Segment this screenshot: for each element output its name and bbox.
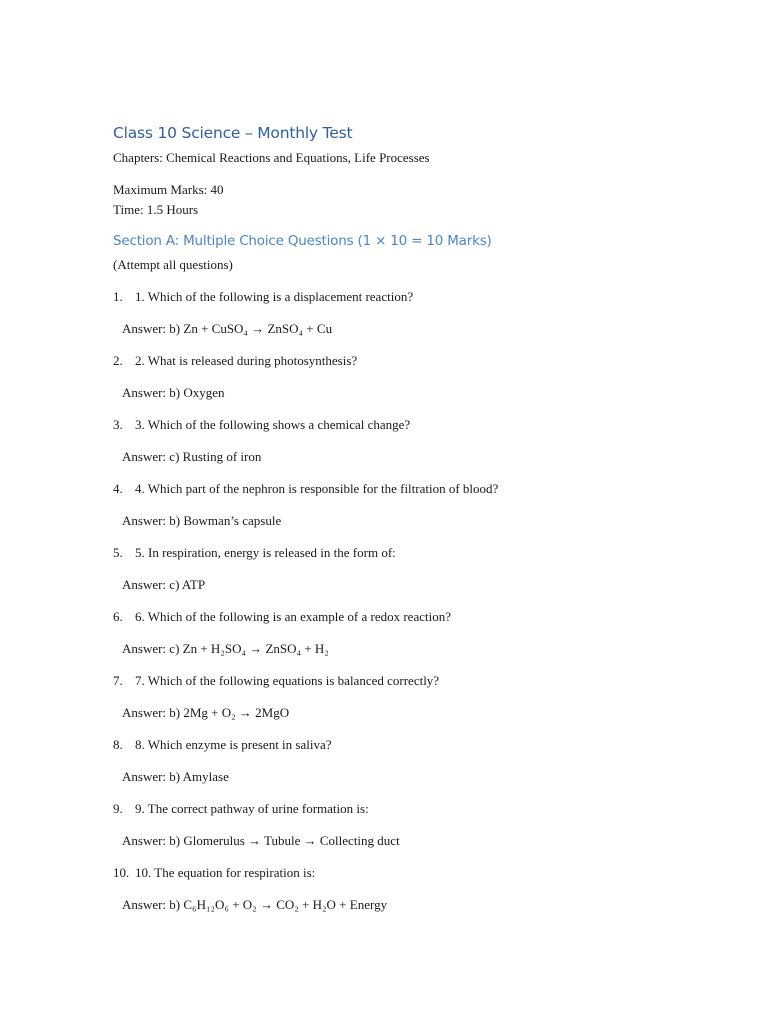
question-number: 6.	[113, 609, 123, 624]
question-item	[113, 353, 713, 413]
question-item	[113, 673, 713, 733]
question-text: 1. Which of the following is a displacement reaction?	[135, 289, 414, 304]
document-title: Class 10 Science – Monthly Test	[113, 124, 353, 142]
question-item	[113, 801, 713, 861]
question-number: 9.	[113, 801, 123, 816]
question-text-row	[113, 353, 357, 369]
question-text: 2. What is released during photosynthesis?	[135, 353, 358, 368]
section-a-heading: Section A: Multiple Choice Questions (1 × 10 = 10 Marks)	[113, 233, 492, 249]
question-number: 8.	[113, 737, 123, 752]
question-number: 1.	[113, 289, 123, 304]
question-text-row	[113, 801, 369, 817]
question-text: 3. Which of the following shows a chemical change?	[135, 417, 411, 432]
question-item	[113, 865, 713, 925]
max-marks-line: Maximum Marks: 40	[113, 182, 224, 197]
question-text: 10. The equation for respiration is:	[135, 865, 316, 880]
question-text: 8. Which enzyme is present in saliva?	[135, 737, 332, 752]
answer-text: Answer: c) ATP	[122, 577, 206, 592]
question-text-row	[113, 865, 315, 881]
question-item	[113, 545, 713, 605]
answer-text: Answer: b) Zn + CuSO₄ → ZnSO₄ + Cu	[122, 321, 333, 336]
chapters-line: Chapters: Chemical Reactions and Equations, Life Processes	[113, 150, 430, 165]
answer-text: Answer: b) Glomerulus → Tubule → Collecting duct	[122, 833, 400, 848]
answer-text: Answer: c) Rusting of iron	[122, 449, 262, 464]
question-item	[113, 737, 713, 797]
answer-text: Answer: c) Zn + H₂SO₄ → ZnSO₄ + H₂	[122, 641, 329, 656]
question-text-row	[113, 417, 410, 433]
question-item	[113, 417, 713, 477]
question-number: 10.	[113, 865, 130, 880]
question-number: 7.	[113, 673, 123, 688]
question-text-row	[113, 289, 413, 305]
question-number: 2.	[113, 353, 123, 368]
question-text: 7. Which of the following equations is balanced correctly?	[135, 673, 440, 688]
question-number: 3.	[113, 417, 123, 432]
question-number: 4.	[113, 481, 123, 496]
question-item	[113, 289, 713, 349]
question-item	[113, 481, 713, 541]
question-number: 5.	[113, 545, 123, 560]
answer-text: Answer: b) Amylase	[122, 769, 229, 784]
question-text-row	[113, 609, 451, 625]
question-item	[113, 609, 713, 669]
section-a-instruction: (Attempt all questions)	[113, 257, 233, 272]
question-text-row	[113, 673, 439, 689]
answer-text: Answer: b) C₆H₁₂O₆ + O₂ → CO₂ + H₂O + Energy	[122, 897, 388, 912]
question-text-row	[113, 545, 396, 561]
time-line: Time: 1.5 Hours	[113, 202, 199, 217]
question-text: 6. Which of the following is an example of a redox reaction?	[135, 609, 451, 624]
answer-text: Answer: b) Oxygen	[122, 385, 225, 400]
question-text: 5. In respiration, energy is released in the form of:	[135, 545, 396, 560]
answer-text: Answer: b) 2Mg + O₂ → 2MgO	[122, 705, 290, 720]
question-text-row	[113, 481, 498, 497]
question-text: 4. Which part of the nephron is responsible for the filtration of blood?	[135, 481, 499, 496]
question-text: 9. The correct pathway of urine formation is:	[135, 801, 369, 816]
question-text-row	[113, 737, 332, 753]
answer-text: Answer: b) Bowman’s capsule	[122, 513, 282, 528]
